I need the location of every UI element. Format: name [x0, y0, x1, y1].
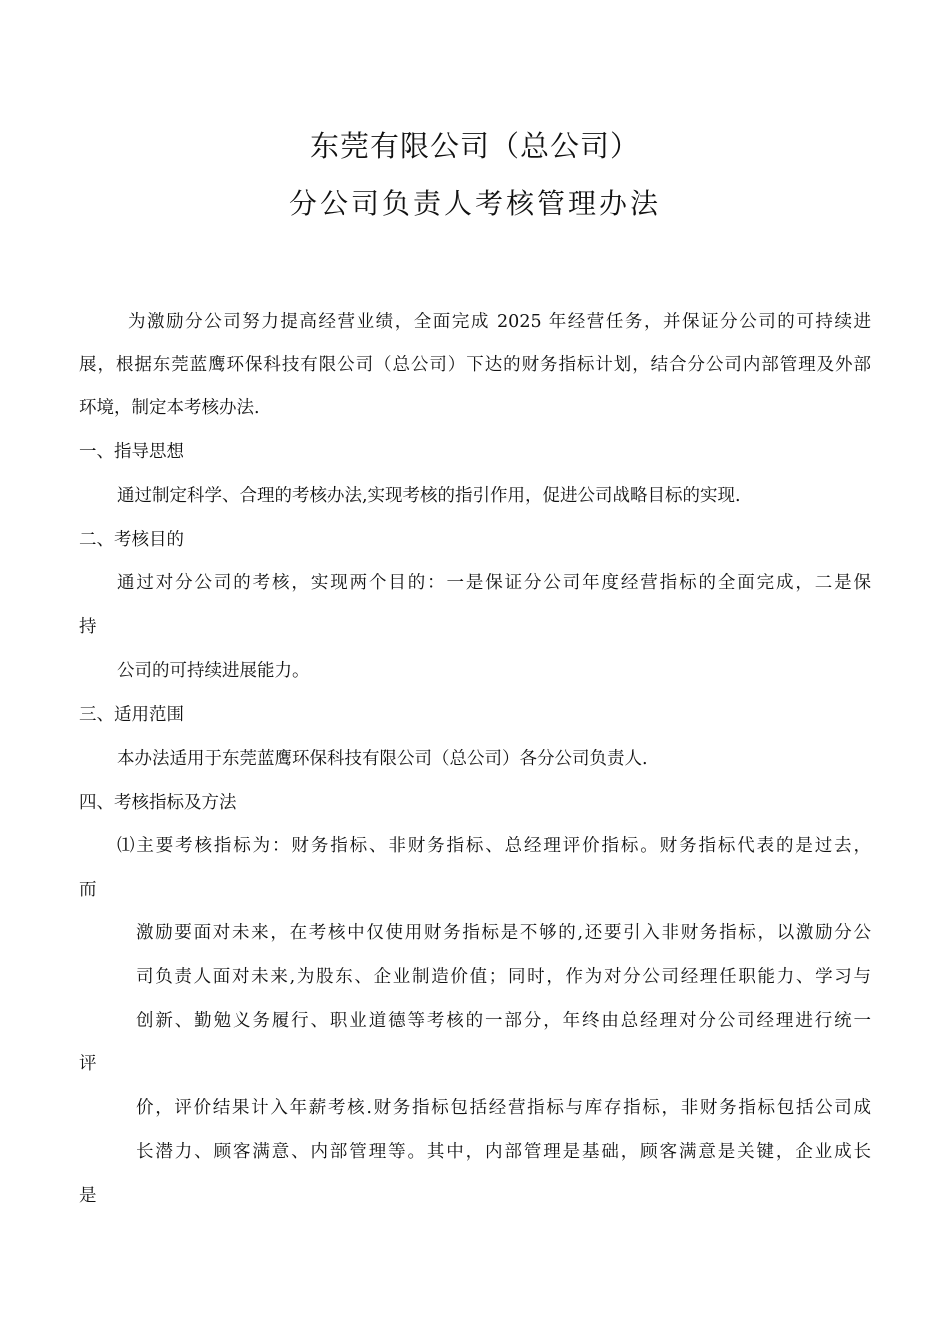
- document-title-method: 分公司负责人考核管理办法: [288, 187, 661, 220]
- section-text: 司负责人面对未来,为股东、企业制造价值；同时，作为对分公司经理任职能力、学习与: [136, 967, 871, 987]
- intro-line: 为激励分公司努力提高经营业绩，全面完成 2025 年经营任务，并保证分公司的可持续进: [128, 312, 871, 332]
- section-text: 持: [79, 617, 97, 637]
- section-text: 公司的可持续进展能力。: [117, 661, 310, 681]
- section-text: 本办法适用于东莞蓝鹰环保科技有限公司（总公司）各分公司负责人.: [117, 749, 648, 769]
- section-text: 是: [79, 1186, 97, 1206]
- section-text: 长潜力、顾客满意、内部管理等。其中，内部管理是基础，顾客满意是关键，企业成长: [136, 1142, 871, 1162]
- document-title-company: 东莞有限公司（总公司）: [309, 129, 640, 163]
- section-text: 激励要面对未来，在考核中仅使用财务指标是不够的,还要引入非财务指标，以激励分公: [136, 923, 871, 943]
- intro-line: 展，根据东莞蓝鹰环保科技有限公司（总公司）下达的财务指标计划，结合分公司内部管理及外部: [79, 355, 871, 375]
- section-text: 通过制定科学、合理的考核办法,实现考核的指引作用，促进公司战略目标的实现.: [117, 486, 741, 506]
- section-heading: 一、指导思想: [79, 442, 184, 462]
- section-heading: 四、考核指标及方法: [79, 793, 237, 813]
- section-text: 价，评价结果计入年薪考核.财务指标包括经营指标与库存指标，非财务指标包括公司成: [136, 1098, 871, 1118]
- section-text: ⑴主要考核指标为：财务指标、非财务指标、总经理评价指标。财务指标代表的是过去，: [117, 836, 871, 856]
- section-text: 而: [79, 880, 97, 900]
- section-text: 通过对分公司的考核，实现两个目的：一是保证分公司年度经营指标的全面完成，二是保: [117, 573, 871, 593]
- section-text: 评: [79, 1054, 97, 1074]
- section-heading: 二、考核目的: [79, 530, 184, 550]
- section-text: 创新、勤勉义务履行、职业道德等考核的一部分，年终由总经理对分公司经理进行统一: [136, 1011, 871, 1031]
- section-heading: 三、适用范围: [79, 705, 184, 725]
- intro-line: 环境，制定本考核办法.: [79, 398, 260, 418]
